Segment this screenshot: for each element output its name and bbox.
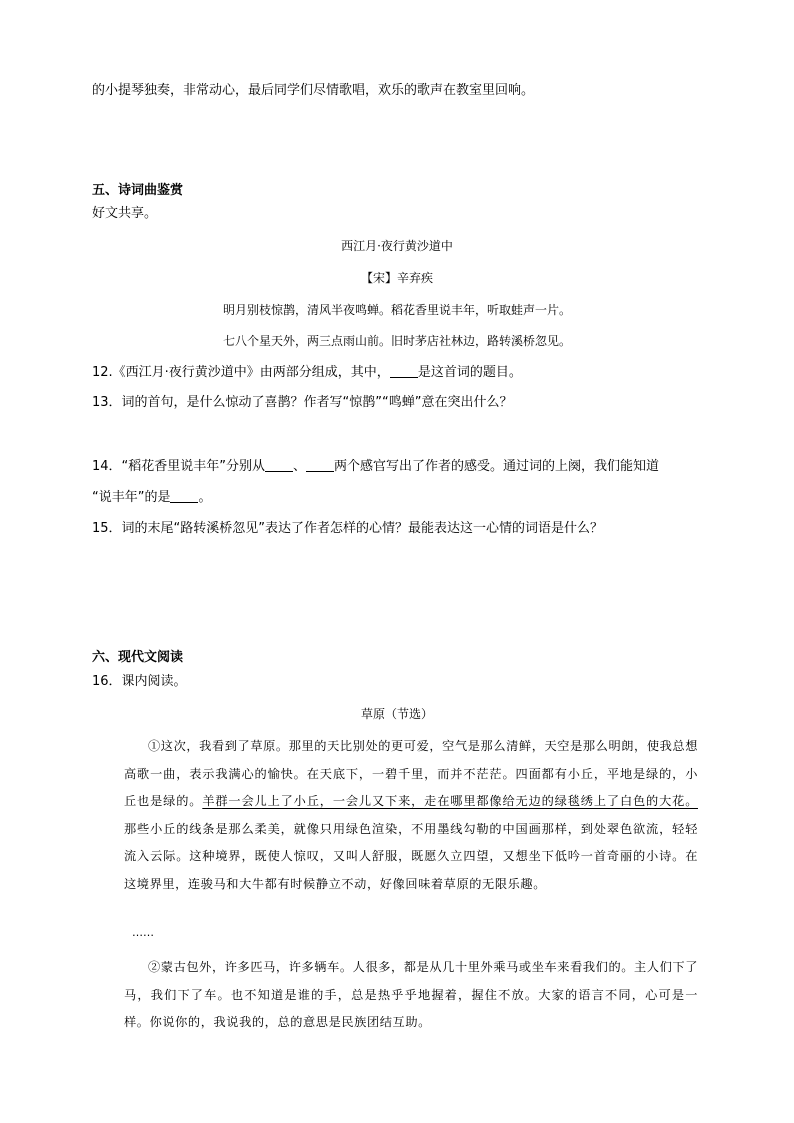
question-14-line-2 [92,489,212,507]
question-12-text-before-blank: 12.《西江月·夜行黄沙道中》由两部分组成，其中， [92,365,390,380]
passage-paragraph-1 [124,733,698,899]
question-14-text-b: 、 [293,459,307,474]
question-15: 15．词的末尾“路转溪桥忽见”表达了作者怎样的心情？最能表达这一心情的词语是什么？ [92,521,604,536]
poem-line-1: 明月别枝惊鹊，清风半夜鸣蝉。稻花香里说丰年，听取蛙声一片。 [222,303,571,317]
question-14-text-e: 。 [198,490,212,505]
paragraph-1-text-continued: 那些小丘的线条是那么柔美，就像只用绿色渲染，不用墨线勾勒的中国画那样，到处翠色欲流，轻轻流入云际。这种境界，既使人惊叹，又叫人舒服，既愿久立四望，又想坐下低吟一首奇丽的小诗。在这境界里，连骏马和大牛都有时候静立不动，好像回味着草原的无限乐趣。 [124,821,698,891]
question-14-text-a: 14．“稻花香里说丰年”分别从 [92,459,266,474]
poem-author: 【宋】辛弃疾 [360,271,433,285]
omission-ellipsis: …… [132,926,154,939]
underlined-sentence: 羊群一会儿上了小丘，一会儿又下来，走在哪里都像给无边的绿毯绣上了白色的大花。 [202,794,698,809]
answer-blank[interactable] [390,365,418,378]
answer-blank[interactable] [306,459,334,472]
question-14-text-d: “说丰年”的是 [92,490,171,505]
question-16: 16．课内阅读。 [92,674,187,689]
passage-paragraph-2: ②蒙古包外，许多匹马，许多辆车。人很多，都是从几十里外乘马或坐车来看我们的。主人们下了马，我们下了车。也不知道是谁的手，总是热乎乎地握着，握住不放。大家的语言不同，心可是一样。你说你的，我说我的，总的意思是民族团结互助。 [124,960,698,1030]
section-five-intro: 好文共享。 [92,206,158,221]
paragraph-1-text: ①这次，我看到了草原。那里的天比别处的更可爱，空气是那么清鲜，天空是那么明朗，使我总想高歌一曲，表示我满心的愉快。在天底下，一碧千里，而并不茫茫。四面都有小丘，平地是绿的，小丘也是绿的。 [124,739,698,809]
question-12-text-after-blank: 是这首词的题目。 [417,365,522,380]
passage-title: 草原（节选） [360,707,433,721]
question-14-line-1 [92,458,659,476]
poem-title: 西江月·夜行黄沙道中 [341,239,453,253]
answer-blank[interactable] [265,459,293,472]
question-14-text-c: 两个感官写出了作者的感受。通过词的上阕，我们能知道 [334,459,660,474]
poem-line-2: 七八个星天外，两三点雨山前。旧时茅店社林边，路转溪桥忽见。 [222,334,571,348]
question-12 [92,364,522,382]
section-five-heading: 五、诗词曲鉴赏 [92,183,184,198]
section-six-heading: 六、现代文阅读 [92,650,184,665]
answer-blank[interactable] [170,490,198,503]
question-13: 13．词的首句，是什么惊动了喜鹊？作者写“惊鹊”“鸣蝉”意在突出什么？ [92,395,513,410]
continued-text-line: 的小提琴独奏，非常动心，最后同学们尽情歌唱，欢乐的歌声在教室里回响。 [92,83,535,98]
